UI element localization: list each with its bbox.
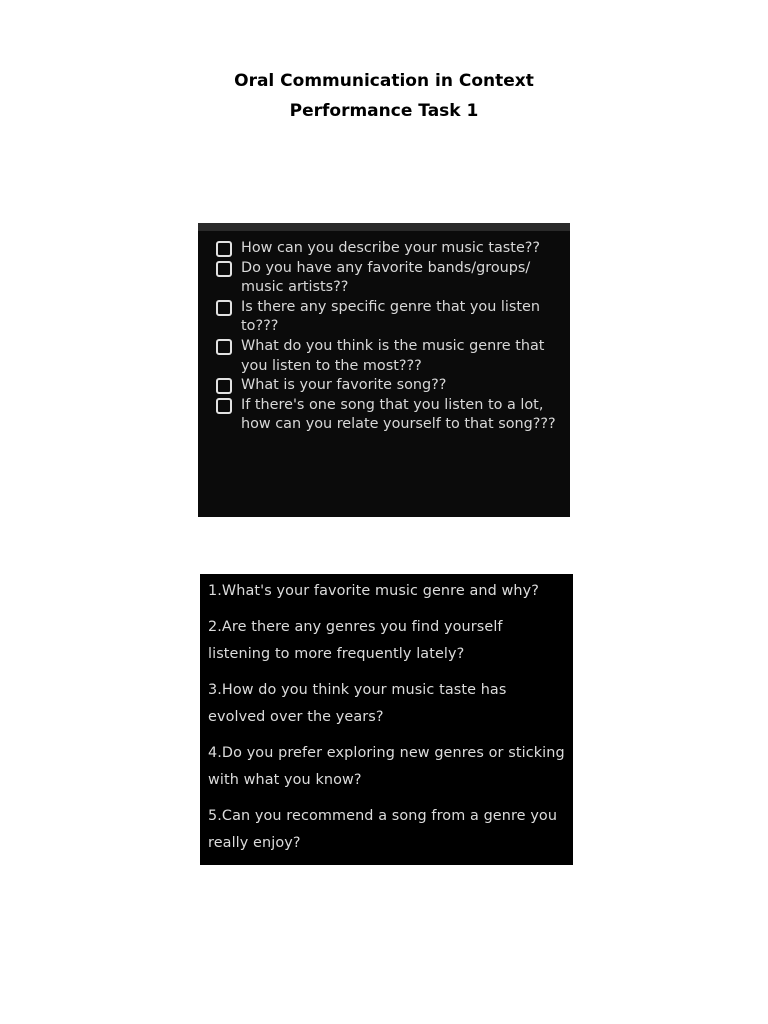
question-item: 3.How do you think your music taste has evolved over the years? <box>208 682 507 725</box>
checklist-item <box>214 259 564 298</box>
checkbox-icon <box>216 261 232 277</box>
checklist-screenshot <box>198 223 570 517</box>
checkbox-icon <box>216 398 232 414</box>
checklist-item-text: Is there any specific genre that you listen to??? <box>241 298 540 335</box>
question-list <box>208 578 568 866</box>
checkbox-icon <box>216 378 232 394</box>
checklist-item-text: Do you have any favorite bands/groups/ music artists?? <box>241 259 531 296</box>
checklist-item <box>214 396 564 435</box>
checkbox-icon <box>216 339 232 355</box>
question-item: 5.Can you recommend a song from a genre you really enjoy? <box>208 808 558 851</box>
checklist-item <box>214 298 564 337</box>
checklist-item <box>214 239 564 259</box>
questions-screenshot <box>200 574 573 865</box>
question-item: 2.Are there any genres you find yourself listening to more frequently lately? <box>208 619 503 662</box>
checklist-item <box>214 337 564 376</box>
question-item: 1.What's your favorite music genre and why? <box>208 583 539 599</box>
checklist-item-text: If there's one song that you listen to a lot, how can you relate yourself to that song??? <box>241 396 556 433</box>
screenshot-top-bar <box>198 223 570 231</box>
checklist-item <box>214 376 564 396</box>
document-title: Oral Communication in Context <box>234 71 534 91</box>
checklist-item-text: What is your favorite song?? <box>241 377 447 394</box>
checklist-item-text: What do you think is the music genre that you listen to the most??? <box>241 337 545 374</box>
question-item: 4.Do you prefer exploring new genres or sticking with what you know? <box>208 745 565 788</box>
checkbox-icon <box>216 241 232 257</box>
document-subtitle: Performance Task 1 <box>289 101 479 121</box>
checkbox-icon <box>216 300 232 316</box>
checklist-item-text: How can you describe your music taste?? <box>241 240 541 256</box>
checklist <box>214 239 564 435</box>
